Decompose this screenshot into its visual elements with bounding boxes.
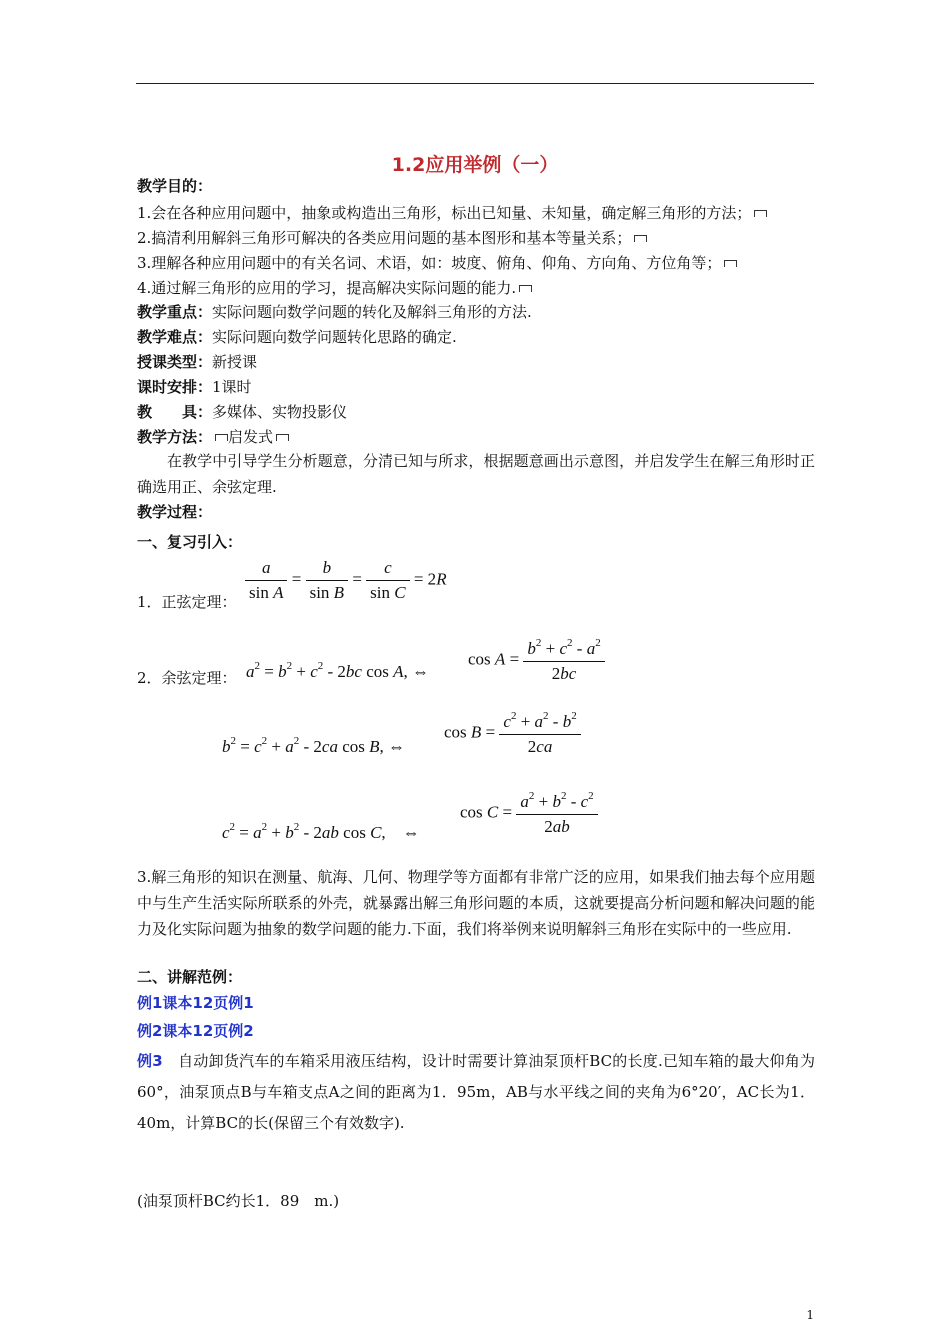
example-1: 例1课本12页例1 [137,994,254,1012]
return-mark-icon [634,235,647,242]
objective-text: 3.理解各种应用问题中的有关名词、术语，如：坡度、俯角、仰角、方向角、方位角等； [137,254,722,272]
difficulty-text: 实际问题向数学问题转化思路的确定. [212,328,457,346]
method-text: 启发式 [228,428,274,446]
fraction: $\frac{c}{\text{sin C}}$ [366,558,409,603]
tools [137,402,347,422]
method-label: 教学方法： [137,428,213,446]
objective-item [137,253,737,273]
method [137,427,289,447]
objective-text: 1.会在各种应用问题中，抽象或构造出三角形，标出已知量、未知量，确定解三角形的方法； [137,204,752,222]
example-3 [137,1046,815,1139]
return-mark-icon [754,210,767,217]
examples-heading: 二、讲解范例： [137,968,243,986]
fraction: $\frac{a}{\text{sin A}}$ [245,558,287,603]
comma: , [403,662,408,681]
key-point-text: 实际问题向数学问题的转化及解斜三角形的方法. [212,303,532,321]
comma: , [381,823,386,842]
example-2: 例2课本12页例2 [137,1022,254,1040]
schedule-label: 课时安排： [137,378,213,396]
example-3-text: 自动卸货汽车的车箱采用液压结构，设计时需要计算油泵顶杆BC的长度.已知车箱的最大仰角为60°，油泵顶点B与车箱支点A之间的距离为1．95m，AB与水平线之间的夹角为6°20′，AC长为1．40m，计算BC的长(保留三个有效数字). [137,1052,815,1132]
cosine-law-label: 2．余弦定理： [137,669,237,687]
cosine-b-solved: cos B = $\frac{c^2 + a^2 - b^2}{2ca}$ [444,710,581,757]
lesson-type [137,352,257,372]
comma: , [379,737,384,756]
process-heading: 教学过程： [137,503,213,521]
schedule-text: 1课时 [212,378,252,396]
key-point [137,302,532,322]
objective-item [137,228,647,248]
cosine-c-solved: cos C = $\frac{a^2 + b^2 - c^2}{2ab}$ [460,790,598,837]
lesson-type-label: 授课类型： [137,353,213,371]
objectives-heading: 教学目的： [137,177,213,195]
iff-icon: ⇔ [388,737,406,756]
answer-text: (油泵顶杆BC约长1．89 m.) [137,1192,340,1210]
tools-label: 教 具： [137,403,213,421]
return-mark-icon [724,260,737,267]
cosine-law-b: $b^2 = c^2 + a^2 - 2ca$ cos B, ⇔ [222,735,406,756]
method-paragraph: 在教学中引导学生分析题意，分清已知与所求，根据题意画出示意图，并启发学生在解三角形时正确选用正、余弦定理. [137,452,815,496]
iff-icon: ⇔ [412,662,430,681]
sine-law-label: 1．正弦定理： [137,593,237,611]
page-title: 1.2应用举例（一） [391,154,559,176]
fraction: $\frac{b^2 + c^2 - a^2}{2bc}$ [523,637,604,684]
page-number: 1 [806,1308,814,1322]
objective-item [137,203,767,223]
cosine-a-solved: cos A = $\frac{b^2 + c^2 - a^2}{2bc}$ [468,637,605,684]
return-mark-icon [215,434,228,441]
fraction: $\frac{a^2 + b^2 - c^2}{2ab}$ [516,790,597,837]
objective-text: 4.通过解三角形的应用的学习，提高解决实际问题的能力. [137,279,517,297]
objective-text: 2.搞清利用解斜三角形可解决的各类应用问题的基本图形和基本等量关系； [137,229,632,247]
lesson-type-text: 新授课 [212,353,258,371]
cosine-law-a: $a^2 = b^2 + c^2 - 2bc$ cos A, ⇔ [246,660,430,681]
sine-law-formula: $\frac{a}{\text{sin A}}$ = $\frac{b}{\text{sin B}}$ = $\frac{c}{\text{sin C}}$ = 2R [245,558,447,603]
difficulty [137,327,457,347]
cosine-law-c: $c^2 = a^2 + b^2 - 2ab$ cos C, ⇔ [222,821,420,842]
review-heading: 一、复习引入： [137,533,243,551]
return-mark-icon [519,285,532,292]
application-paragraph: 3.解三角形的知识在测量、航海、几何、物理学等方面都有非常广泛的应用，如果我们抽去每个应用题中与生产生活实际所联系的外壳，就暴露出解三角形问题的本质，这就要提高分析问题和解决问题的能力及化实际问题为抽象的数学问题的能力.下面，我们将举例来说明解斜三角形在实际中的一些应用. [137,868,815,938]
header-rule [136,83,814,84]
objective-item [137,278,532,298]
fraction: $\frac{b}{\text{sin B}}$ [306,558,348,603]
iff-icon: ⇔ [402,823,420,842]
key-point-label: 教学重点： [137,303,213,321]
fraction: $\frac{c^2 + a^2 - b^2}{2ca}$ [499,710,580,757]
schedule [137,377,252,397]
return-mark-icon [276,434,289,441]
difficulty-label: 教学难点： [137,328,213,346]
tools-text: 多媒体、实物投影仪 [212,403,348,421]
example-3-label: 例3 [137,1052,163,1070]
